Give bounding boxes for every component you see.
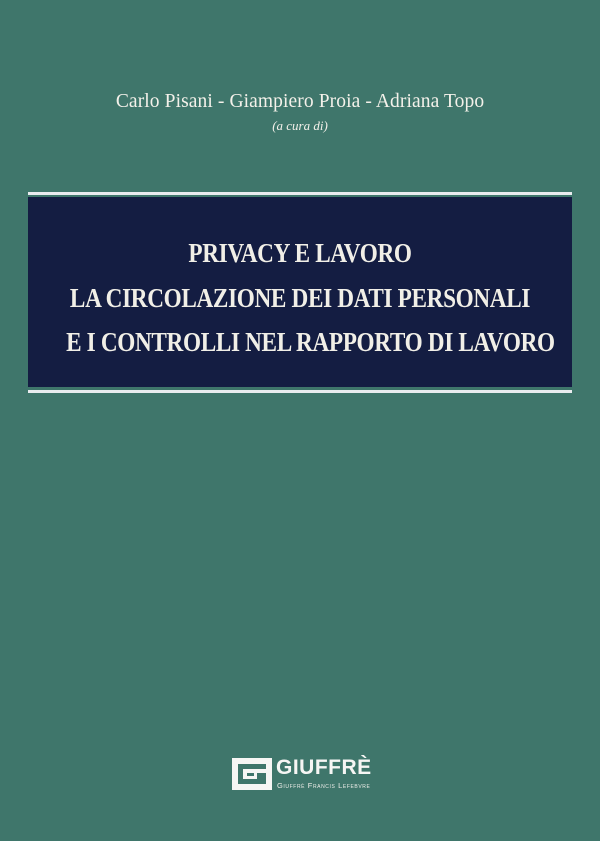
title-line-3: E I CONTROLLI NEL RAPPORTO DI LAVORO bbox=[66, 327, 555, 357]
bottom-rule bbox=[28, 390, 572, 393]
top-rule bbox=[28, 192, 572, 195]
giuffre-logo-mark-icon bbox=[232, 758, 272, 790]
publisher-subline: Giuffrè Francis Lefebvre bbox=[277, 781, 371, 790]
authors-line: Carlo Pisani - Giampiero Proia - Adriana Topo bbox=[115, 91, 485, 112]
publisher-name: GIUFFRÈ bbox=[276, 756, 372, 779]
publisher-logo bbox=[232, 758, 382, 790]
title-line-2: LA CIRCOLAZIONE DEI DATI PERSONALI bbox=[69, 283, 531, 313]
title-band bbox=[28, 197, 572, 387]
title-line-1: PRIVACY E LAVORO bbox=[188, 238, 412, 268]
editors-note: (a cura di) bbox=[272, 118, 328, 133]
